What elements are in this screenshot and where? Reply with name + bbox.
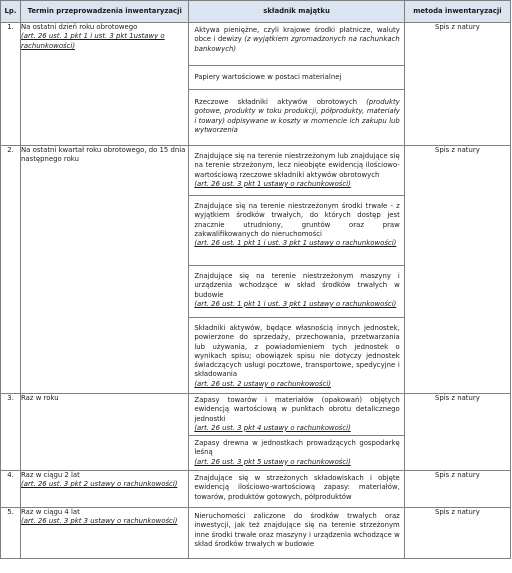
component-cell bbox=[189, 394, 404, 471]
component-item bbox=[189, 508, 403, 558]
header-term: Termin przeprowadzenia inwentaryzacji bbox=[21, 1, 189, 23]
term-cell bbox=[21, 146, 189, 394]
term-cell bbox=[21, 23, 189, 146]
table-row bbox=[1, 508, 511, 559]
legal-reference: (art. 26 ust. 3 pkt 3 ustawy o rachunkowości) bbox=[21, 517, 178, 526]
component-cell bbox=[189, 471, 404, 508]
term-cell bbox=[21, 508, 189, 559]
row-number: 4. bbox=[1, 471, 21, 508]
header-row bbox=[1, 1, 511, 23]
term-text: Na ostatni dzień roku obrotowego bbox=[21, 23, 138, 31]
table-row bbox=[1, 23, 511, 146]
legal-reference: (art. 26 ust. 3 pkt 5 ustawy o rachunkowości) bbox=[194, 457, 351, 466]
method-cell: Spis z natury bbox=[404, 471, 510, 508]
term-cell bbox=[21, 394, 189, 471]
component-text: Znajdujące się na terenie niestrzeżonym maszyny i urządzenia wchodzące w skład środków trwałych w budowie bbox=[194, 272, 400, 299]
component-item bbox=[189, 436, 403, 470]
legal-reference: (art. 26 ust. 3 pkt 2 ustawy o rachunkowości) bbox=[21, 480, 178, 489]
component-text: Aktywa pieniężne, czyli krajowe środki płatnicze, waluty obce i dewizy bbox=[194, 26, 400, 44]
component-item bbox=[189, 66, 403, 90]
component-cell bbox=[189, 23, 404, 146]
component-item bbox=[189, 90, 403, 145]
method-cell: Spis z natury bbox=[404, 508, 510, 559]
table-row bbox=[1, 394, 511, 471]
row-number: 2. bbox=[1, 146, 21, 394]
legal-reference: (art. 26 ust. 3 pkt 4 ustawy o rachunkowości) bbox=[194, 423, 351, 432]
row-number: 5. bbox=[1, 508, 21, 559]
component-text: Zapasy drewna w jednostkach prowadzących gospodarkę leśną bbox=[194, 439, 400, 457]
method-cell: Spis z natury bbox=[404, 23, 510, 146]
component-text: Znajdujące się na terenie niestrzeżonym lub znajdujące się na terenie strzeżonym, lecz nieobjęte ewidencją ilościowo-wartościową rzeczowe składniki aktywów obrotowych bbox=[194, 152, 400, 179]
header-lp: Lp. bbox=[1, 1, 21, 23]
component-item bbox=[189, 23, 403, 66]
legal-reference: (art. 26 ust. 2 ustawy o rachunkowości) bbox=[194, 379, 331, 388]
component-item bbox=[189, 266, 403, 318]
term-cell bbox=[21, 471, 189, 508]
component-item bbox=[189, 196, 403, 266]
component-note: (z wyjątkiem zgromadzonych na rachunkach bankowych) bbox=[194, 35, 400, 53]
term-text: Na ostatni kwartał roku obrotowego, do 15 dnia następnego roku bbox=[21, 146, 186, 164]
method-cell: Spis z natury bbox=[404, 394, 510, 471]
component-text: Znajdujące się na terenie niestrzeżonym środki trwałe - z wyjątkiem środków trwałych, do których dostęp jest znacznie utrudniony, gruntów oraz praw zakwalifikowanych do nieruchomości bbox=[194, 202, 400, 238]
component-text: Nieruchomości zaliczone do środków trwałych oraz inwestycji, jak też znajdujące się na terenie strzeżonym inne środki trwałe oraz maszyny i urządzenia wchodzące w skład środków trwałych w budowie bbox=[194, 512, 400, 548]
component-text: Papiery wartościowe w postaci materialnej bbox=[194, 73, 342, 81]
table-row bbox=[1, 146, 511, 394]
component-item bbox=[189, 394, 403, 436]
term-text: Raz w ciągu 2 lat bbox=[21, 471, 80, 479]
row-number: 1. bbox=[1, 23, 21, 146]
component-item bbox=[189, 318, 403, 393]
row-number: 3. bbox=[1, 394, 21, 471]
legal-reference: (art. 26 ust. 1 pkt 1 i ust. 3 pkt 1 ustawy o rachunkowości) bbox=[194, 239, 397, 248]
term-text: Raz w ciągu 4 lat bbox=[21, 508, 80, 516]
component-note: (produkty gotowe, produkty w toku produkcji, półprodukty, materiały i towary) odpisywane w koszty w momencie ich zakupu lub wytworzenia bbox=[194, 98, 400, 134]
legal-reference: (art. 26 ust. 3 pkt 1 ustawy o rachunkowości) bbox=[194, 179, 351, 188]
method-cell: Spis z natury bbox=[404, 146, 510, 394]
header-component: składnik majątku bbox=[189, 1, 404, 23]
component-text: Znajdujące się w strzeżonych składowiskach i objęte ewidencją ilościowo-wartościową zapasy: materiałów, towarów, produktów gotowych, półproduktów bbox=[194, 474, 400, 501]
component-text: Zapasy towarów i materiałów (opakowań) objętych ewidencją wartościową w punktach obrotu detalicznego jednostki bbox=[194, 396, 400, 423]
component-cell bbox=[189, 508, 404, 559]
component-cell bbox=[189, 146, 404, 394]
header-method: metoda inwentaryzacji bbox=[404, 1, 510, 23]
component-text: Składniki aktywów, będące własnością innych jednostek, powierzone do sprzedaży, przechowania, przetwarzania lub używania, z powiadomieniem tych jednostek o wynikach spisu; obowiązek spisu nie dotyczy jednostek świadczących usługi pocztowe, transportowe, spedycyjne i składowania bbox=[194, 324, 400, 379]
table-row bbox=[1, 471, 511, 508]
legal-reference: (art. 26 ust. 1 pkt 1 i ust. 3 pkt 1 ustawy o rachunkowości) bbox=[194, 299, 397, 308]
legal-reference: (art. 26 ust. 1 pkt 1 i ust. 3 pkt 1ustawy o rachunkowości) bbox=[21, 32, 165, 50]
component-text: Rzeczowe składniki aktywów obrotowych bbox=[194, 98, 357, 106]
component-item bbox=[189, 146, 403, 196]
term-text: Raz w roku bbox=[21, 394, 59, 402]
component-item bbox=[189, 471, 403, 507]
